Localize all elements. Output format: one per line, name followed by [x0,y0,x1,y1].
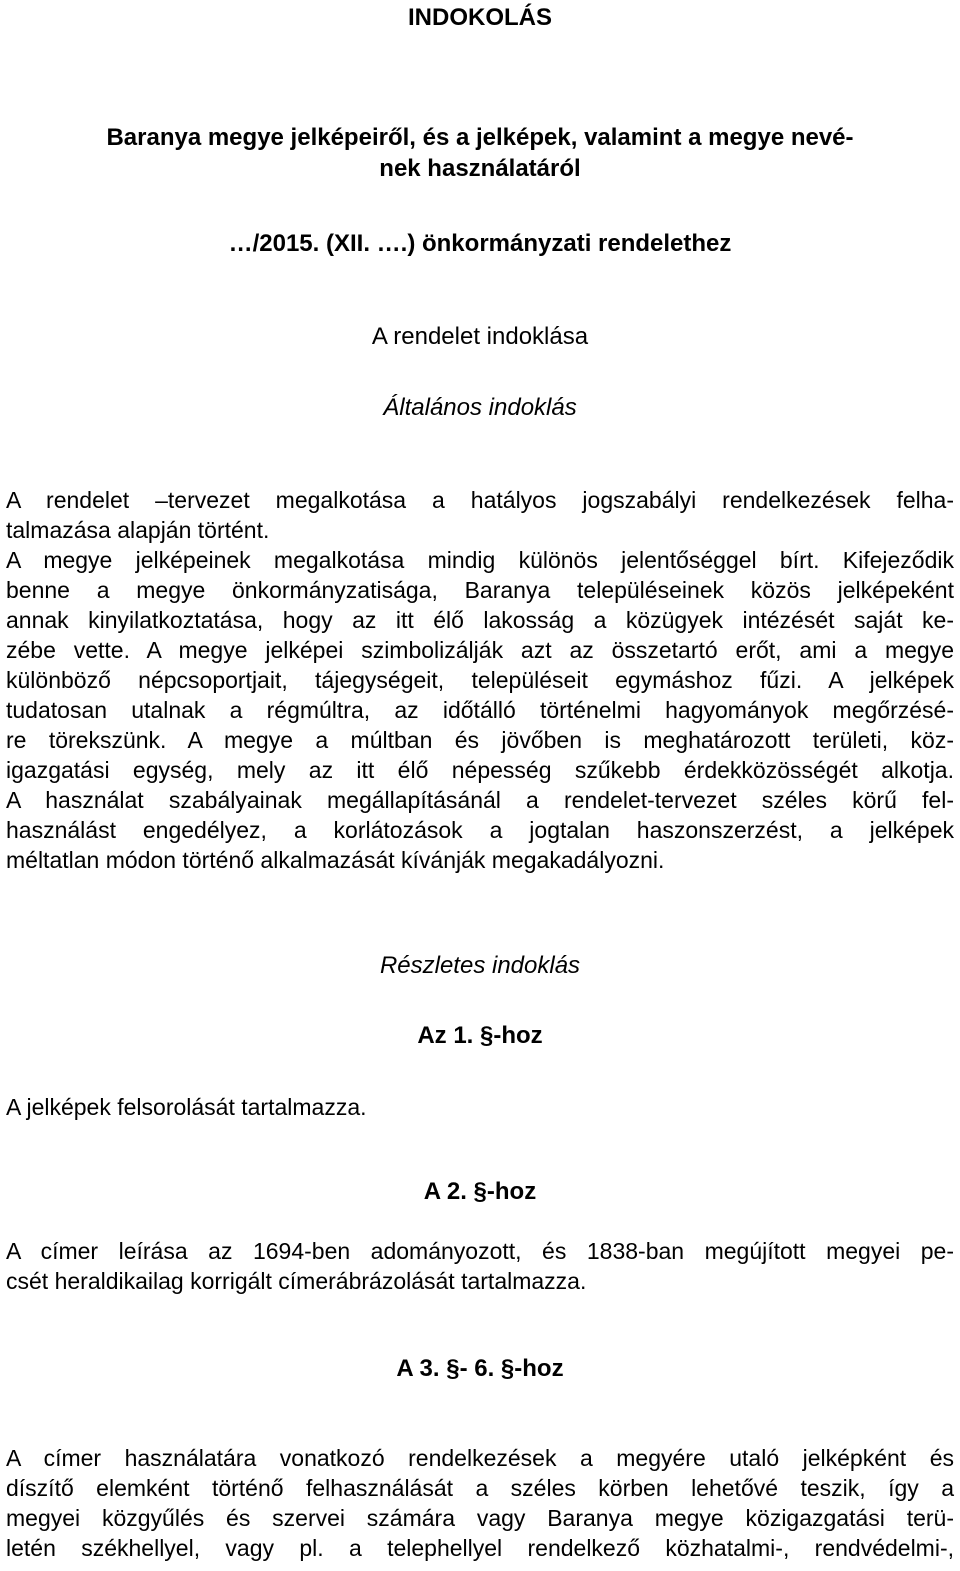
text-line: annak kinyilatkoztatása, hogy az itt élő lakosság a közügyek intézését saját ke- [6,607,954,633]
document-title-line-2: nek használatáról [379,155,581,182]
text-line: méltatlan módon történő alkalmazását kívánják megakadályozni. [6,847,665,873]
section-2-paragraph [6,1236,954,1296]
section-2-heading: A 2. §-hoz [423,1178,537,1205]
text-line: A rendelet –tervezet megalkotása a hatályos jogszabályi rendelkezések felha- [6,487,954,513]
text-line: A használat szabályainak megállapításánál a rendelet-tervezet széles körű fel- [6,787,954,813]
section-title: A rendelet indoklása [371,323,589,350]
text-line: használást engedélyez, a korlátozások a jogtalan haszonszerzést, a jelképek [6,817,954,843]
text-line: megyei közgyűlés és szervei számára vagy Baranya megye közigazgatási terü- [6,1505,954,1531]
text-line: talmazása alapján történt. [6,517,270,543]
text-line: zébe vette. A megye jelképei szimbolizálják azt az összetartó erőt, ami a megye [6,637,954,663]
text-line: tudatosan utalnak a régmúltra, az időtálló történelmi hagyományok megőrzésé- [6,697,954,723]
text-line: A címer használatára vonatkozó rendelkezések a megyére utaló jelképként és [6,1445,954,1471]
text-line: A címer leírása az 1694-ben adományozott, és 1838-ban megújított megyei pe- [6,1238,954,1264]
general-heading: Általános indoklás [383,394,577,421]
text-line: csét heraldikailag korrigált címerábrázolását tartalmazza. [6,1268,587,1294]
text-line: letén székhellyel, vagy pl. a telephellyel rendelkező közhatalmi-, rendvédelmi-, [6,1535,954,1561]
document-heading: INDOKOLÁS [408,4,552,31]
text-line: igazgatási egység, mely az itt élő népesség szűkebb érdekközösségét alkotja. [6,757,954,783]
detailed-heading: Részletes indoklás [379,952,581,979]
general-paragraph [6,485,954,875]
section-1-heading: Az 1. §-hoz [417,1022,543,1049]
text-line: díszítő elemként történő felhasználását a széles körben lehetővé teszik, így a [6,1475,954,1501]
section-1-text: A jelképek felsorolását tartalmazza. [6,1094,367,1120]
section-3-paragraph [6,1443,954,1563]
section-3-heading: A 3. §- 6. §-hoz [396,1355,564,1382]
text-line: benne a megye önkormányzatisága, Baranya településeinek közös jelképeként [6,577,954,603]
document-title-line-1: Baranya megye jelképeiről, és a jelképek, valamint a megye nevé- [106,124,854,151]
document-subtitle: …/2015. (XII. ….) önkormányzati rendelethez [228,230,732,257]
text-line: különböző népcsoportjait, tájegységeit, településeit egymáshoz fűzi. A jelképek [6,667,954,693]
text-line: re törekszünk. A megye a múltban és jövőben is meghatározott területi, köz- [6,727,954,753]
text-line: A megye jelképeinek megalkotása mindig különös jelentőséggel bírt. Kifejeződik [6,547,954,573]
